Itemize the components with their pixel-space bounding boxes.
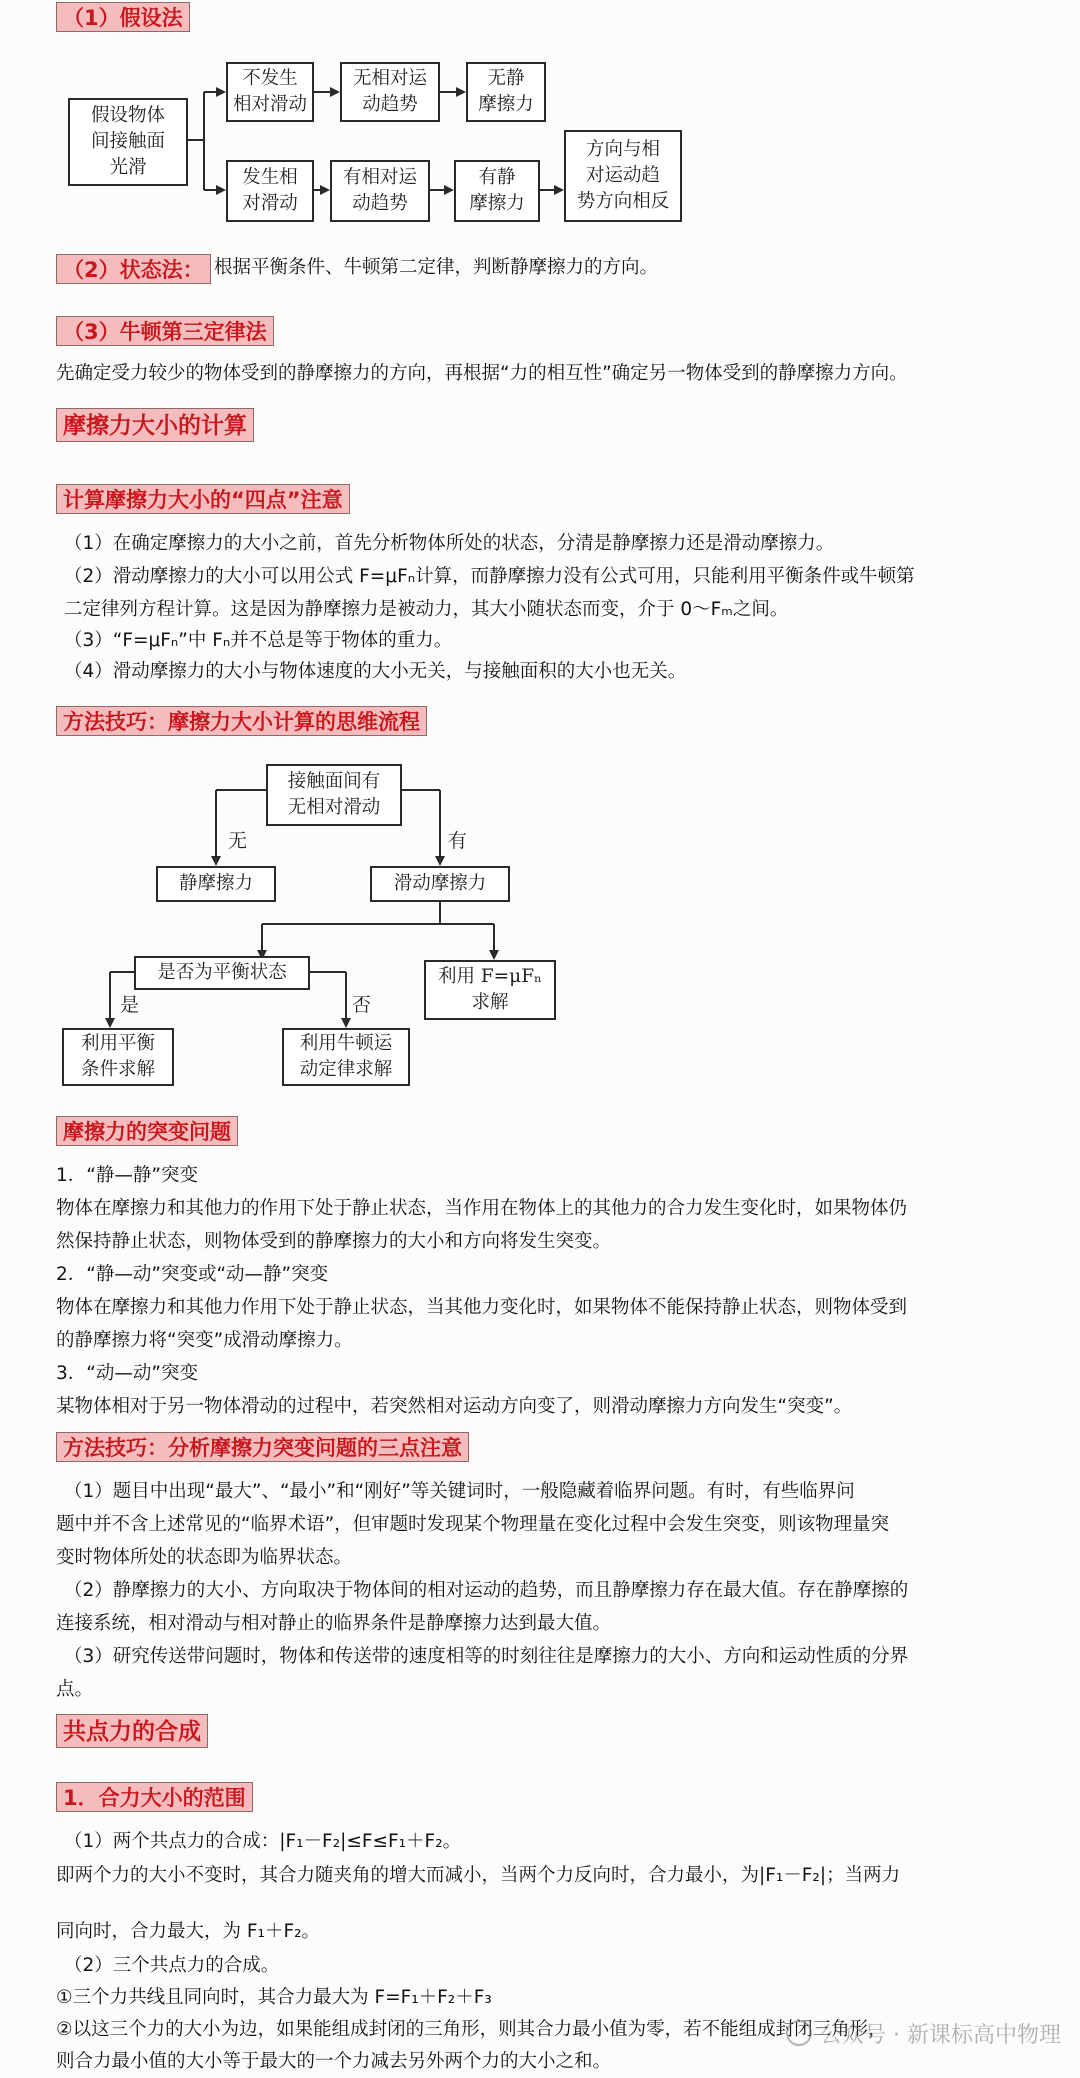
three-line: （2）静摩擦力的大小、方向取决于物体间的相对运动的趋势，而且静摩擦力存在最大值。存在静摩擦的 xyxy=(64,1580,909,1601)
wechat-logo-icon xyxy=(786,2020,812,2046)
node-balance-question: 是否为平衡状态 xyxy=(134,956,310,990)
note-line: （3）“F=μFₙ”中 Fₙ并不总是等于物体的重力。 xyxy=(64,630,453,651)
node-relative-slide: 发生相 对滑动 xyxy=(226,160,314,222)
sudden-line: 某物体相对于另一物体滑动的过程中，若突然相对运动方向变了，则滑动摩擦力方向发生“突变”。 xyxy=(56,1396,853,1417)
node-assume-smooth: 假设物体 间接触面 光滑 xyxy=(68,98,188,186)
state-method-text: 根据平衡条件、牛顿第二定律，判断静摩擦力的方向。 xyxy=(214,257,659,278)
section-title-state-method: （2）状态法： xyxy=(56,254,211,284)
three-line: （3）研究传送带问题时，物体和传送带的速度相等的时刻往往是摩擦力的大小、方向和运动性质的分界 xyxy=(64,1646,909,1667)
compose-line: ②以这三个力的大小为边，如果能组成封闭的三角形，则其合力最小值为零，若不能组成封闭三角形， xyxy=(56,2019,887,2040)
section-title-resultant-range: 1．合力大小的范围 xyxy=(56,1782,253,1812)
section-title-sudden-change: 摩擦力的突变问题 xyxy=(56,1116,238,1146)
watermark: 公众号 · 新课标高中物理 xyxy=(820,2023,1061,2048)
three-line: 点。 xyxy=(56,1679,94,1700)
node-no-relative-slide: 不发生 相对滑动 xyxy=(226,62,314,122)
sudden-line: 物体在摩擦力和其他力的作用下处于静止状态，当作用在物体上的其他力的合力发生变化时，如果物体仍 xyxy=(56,1198,908,1219)
node-static-friction: 静摩擦力 xyxy=(156,866,276,902)
note-line: （4）滑动摩擦力的大小与物体速度的大小无关，与接触面积的大小也无关。 xyxy=(64,661,687,682)
compose-line: 即两个力的大小不变时，其合力随夹角的增大而减小，当两个力反向时，合力最小，为|F₁－F₂|；当两力 xyxy=(56,1865,901,1886)
compose-line: 同向时，合力最大，为 F₁＋F₂。 xyxy=(56,1921,320,1942)
compose-line: 则合力最小值的大小等于最大的一个力减去另外两个力的大小之和。 xyxy=(56,2051,612,2072)
section-title-assumption: （1）假设法 xyxy=(56,2,190,32)
three-line: 连接系统，相对滑动与相对静止的临界条件是静摩擦力达到最大值。 xyxy=(56,1613,612,1634)
sudden-line: 3．“动—动”突变 xyxy=(56,1363,198,1384)
sudden-line: 1．“静—静”突变 xyxy=(56,1165,198,1186)
branch-label-yes: 有 xyxy=(448,830,468,852)
node-use-formula: 利用 F=μFₙ 求解 xyxy=(424,960,556,1020)
sudden-line: 然保持静止状态，则物体受到的静摩擦力的大小和方向将发生突变。 xyxy=(56,1231,612,1252)
compose-line: （1）两个共点力的合成：|F₁－F₂|≤F≤F₁＋F₂。 xyxy=(64,1831,462,1852)
note-line: （1）在确定摩擦力的大小之前，首先分析物体所处的状态，分清是静摩擦力还是滑动摩擦力。 xyxy=(64,533,835,554)
three-line: 变时物体所处的状态即为临界状态。 xyxy=(56,1547,353,1568)
node-no-static-friction: 无静 摩擦力 xyxy=(466,62,546,122)
branch-label-fou: 否 xyxy=(352,994,372,1016)
node-sliding-friction: 滑动摩擦力 xyxy=(370,866,510,902)
section-title-three-points: 方法技巧：分析摩擦力突变问题的三点注意 xyxy=(56,1432,469,1462)
note-line: （2）滑动摩擦力的大小可以用公式 F=μFₙ计算，而静摩擦力没有公式可用，只能利用平衡条件或牛顿第 xyxy=(64,566,915,587)
branch-label-no: 无 xyxy=(228,830,248,852)
sudden-line: 2．“静—动”突变或“动—静”突变 xyxy=(56,1264,329,1285)
node-static-friction: 有静 摩擦力 xyxy=(454,160,540,222)
node-opposite-direction: 方向与相 对运动趋 势方向相反 xyxy=(564,130,682,222)
node-relative-slide-question: 接触面间有 无相对滑动 xyxy=(266,764,402,826)
section-title-four-points: 计算摩擦力大小的“四点”注意 xyxy=(56,484,350,514)
three-line: 题中并不含上述常见的“临界术语”，但审题时发现某个物理量在变化过程中会发生突变，则该物理量突 xyxy=(56,1514,890,1535)
section-title-friction-calc: 摩擦力大小的计算 xyxy=(56,408,254,442)
node-no-motion-tendency: 无相对运 动趋势 xyxy=(340,62,440,122)
node-use-newton-laws: 利用牛顿运 动定律求解 xyxy=(282,1028,410,1086)
compose-line: （2）三个共点力的合成。 xyxy=(64,1955,280,1976)
sudden-line: 的静摩擦力将“突变”成滑动摩擦力。 xyxy=(56,1330,353,1351)
branch-label-shi: 是 xyxy=(120,994,140,1016)
three-line: （1）题目中出现“最大”、“最小”和“刚好”等关键词时，一般隐藏着临界问题。有时，有些临界问 xyxy=(64,1481,855,1502)
third-law-text: 先确定受力较少的物体受到的静摩擦力的方向，再根据“力的相互性”确定另一物体受到的静摩擦力方向。 xyxy=(56,363,908,384)
section-title-concurrent-forces: 共点力的合成 xyxy=(56,1714,208,1748)
compose-line: ①三个力共线且同向时，其合力最大为 F=F₁＋F₂＋F₃ xyxy=(56,1987,492,2008)
sudden-line: 物体在摩擦力和其他力作用下处于静止状态，当其他力变化时，如果物体不能保持静止状态，则物体受到 xyxy=(56,1297,908,1318)
node-use-equilibrium: 利用平衡 条件求解 xyxy=(62,1028,174,1086)
node-motion-tendency: 有相对运 动趋势 xyxy=(330,160,430,222)
note-line: 二定律列方程计算。这是因为静摩擦力是被动力，其大小随状态而变，介于 0～Fₘ之间。 xyxy=(64,599,789,620)
section-title-thinking-flow: 方法技巧：摩擦力大小计算的思维流程 xyxy=(56,706,427,736)
section-title-third-law: （3）牛顿第三定律法 xyxy=(56,316,274,346)
